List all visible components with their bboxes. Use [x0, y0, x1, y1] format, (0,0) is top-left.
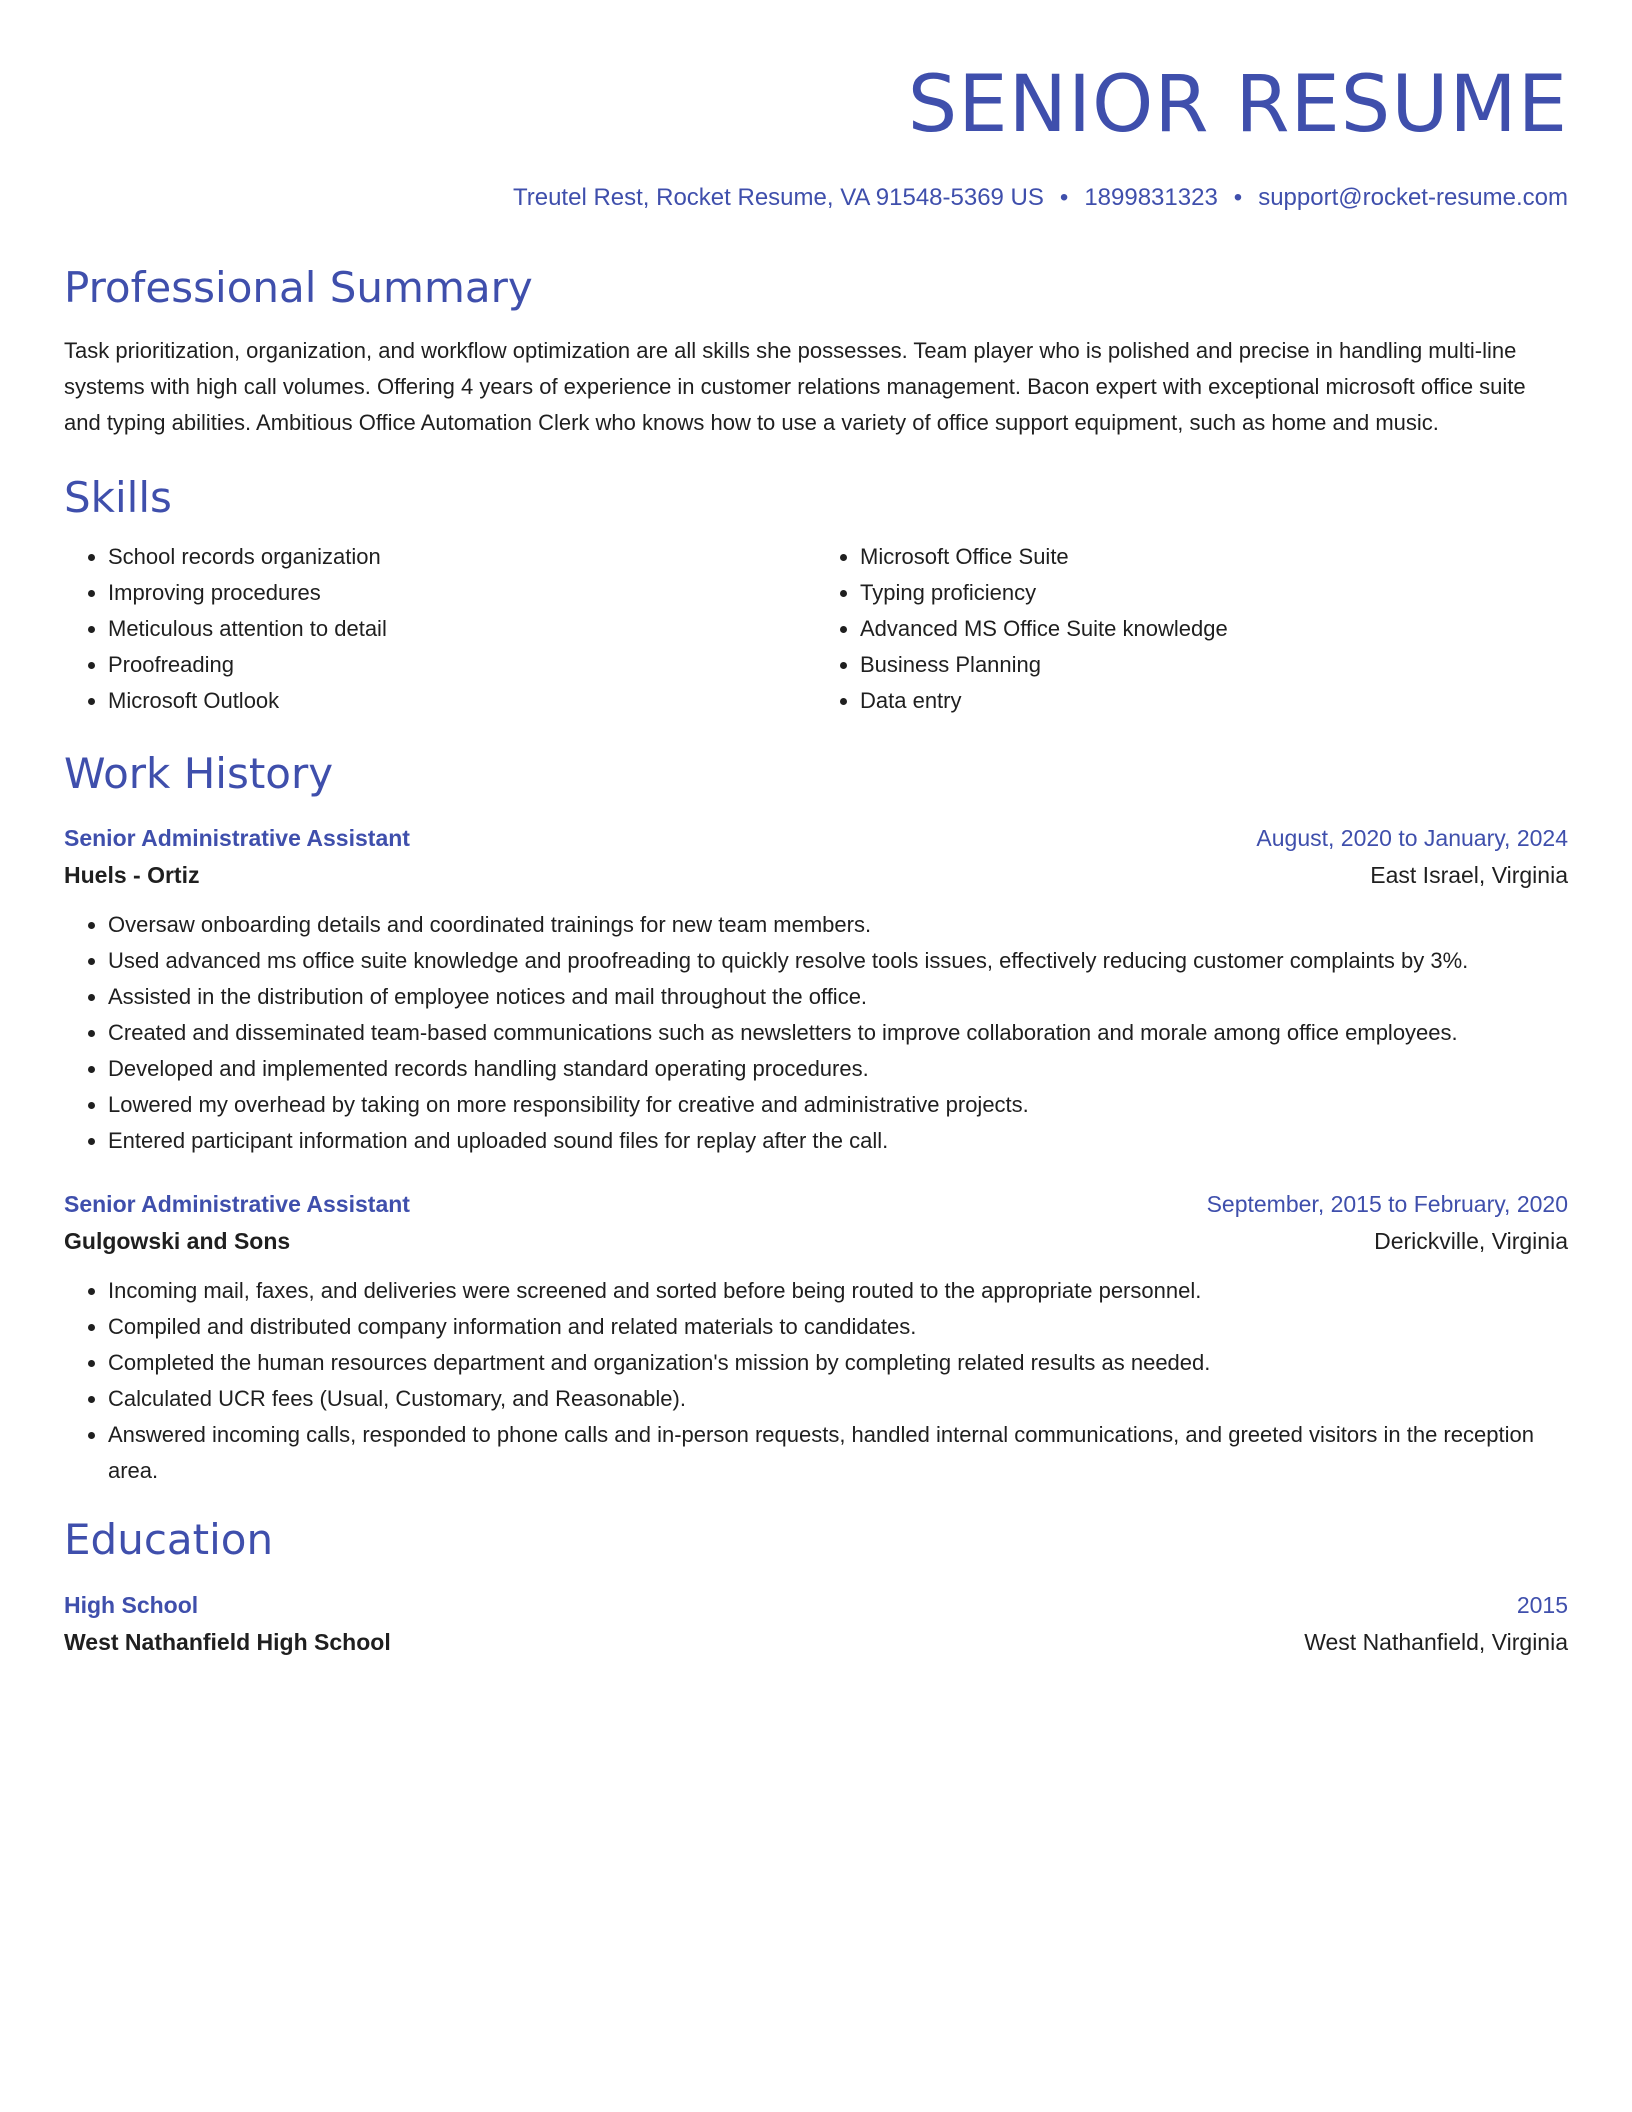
summary-text: Task prioritization, organization, and workflow optimization are all skills she possesses. Team player who is polished and precise in handling multi-line systems with high call volumes. Offering 4 years of experience in customer relations management. Bacon expert with exceptional microsoft office suite and typing abilities. Ambitious Office Automation Clerk who knows how to use a variety of office support equipment, such as home and music.: [64, 337, 1526, 435]
skill-item: • Advanced MS Office Suite knowledge: [860, 611, 1568, 647]
summary-heading: Professional Summary: [64, 262, 533, 312]
job-dates: August, 2020 to January, 2024: [1256, 825, 1568, 852]
contact-separator: •: [1059, 184, 1069, 211]
job-entry: [64, 825, 1568, 1159]
skill-item: • Meticulous attention to detail: [108, 611, 816, 647]
job-title-row: [64, 1191, 1568, 1218]
skill-item: • Business Planning: [860, 647, 1568, 683]
education-school-row: [64, 1629, 1568, 1656]
resume-name: SENIOR RESUME: [907, 60, 1568, 150]
education-degree-row: [64, 1592, 1568, 1619]
contact-email: support@rocket-resume.com: [1258, 184, 1568, 211]
skill-item: • Data entry: [860, 683, 1568, 719]
job-title: Senior Administrative Assistant: [64, 825, 410, 852]
skills-list-right: [816, 539, 1568, 719]
job-entry: [64, 1191, 1568, 1489]
duty-item: • Assisted in the distribution of employee notices and mail throughout the office.: [108, 979, 1568, 1015]
skill-item: • Microsoft Outlook: [108, 683, 816, 719]
education-heading: Education: [64, 1515, 274, 1565]
duty-item: • Entered participant information and uploaded sound files for replay after the call.: [108, 1123, 1568, 1159]
skill-item: • Microsoft Office Suite: [860, 539, 1568, 575]
school-name: West Nathanfield High School: [64, 1628, 391, 1655]
job-dates: September, 2015 to February, 2020: [1206, 1191, 1568, 1218]
school-location: West Nathanfield, Virginia: [1304, 1628, 1568, 1655]
job-company-row: [64, 862, 1568, 889]
education-entry: [64, 1592, 1568, 1656]
contact-separator: •: [1233, 184, 1243, 211]
skills-columns: [64, 539, 1568, 719]
job-duties-list: [64, 1273, 1568, 1489]
job-title: Senior Administrative Assistant: [64, 1191, 410, 1218]
company-name: Gulgowski and Sons: [64, 1228, 291, 1255]
duty-item: • Lowered my overhead by taking on more responsibility for creative and administrative projects.: [108, 1087, 1568, 1123]
skills-section: [64, 472, 1568, 719]
contact-phone: 1899831323: [1084, 184, 1218, 211]
contact-address: Treutel Rest, Rocket Resume, VA 91548-5369 US: [512, 184, 1044, 211]
skill-item: • Improving procedures: [108, 575, 816, 611]
work-history-section: [64, 751, 1568, 1489]
job-location: East Israel, Virginia: [1370, 862, 1568, 889]
duty-item: • Created and disseminated team-based communications such as newsletters to improve collaboration and morale among office employees.: [108, 1015, 1568, 1051]
summary-section: [64, 262, 1568, 441]
skills-list-left: [64, 539, 816, 719]
skills-heading: Skills: [64, 472, 172, 522]
duty-item: • Oversaw onboarding details and coordinated trainings for new team members.: [108, 907, 1568, 943]
education-section: [64, 1517, 1568, 1655]
work-history-heading: Work History: [64, 749, 334, 799]
job-title-row: [64, 825, 1568, 852]
contact-line: [64, 184, 1568, 213]
duty-item: • Used advanced ms office suite knowledge and proofreading to quickly resolve tools issues, effectively reducing customer complaints by 3%.: [108, 943, 1568, 979]
education-degree: High School: [64, 1591, 199, 1618]
duty-item: • Answered incoming calls, responded to phone calls and in-person requests, handled internal communications, and greeted visitors in the reception area.: [108, 1417, 1568, 1489]
job-duties-list: [64, 907, 1568, 1159]
duty-item: • Developed and implemented records handling standard operating procedures.: [108, 1051, 1568, 1087]
duty-item: • Compiled and distributed company information and related materials to candidates.: [108, 1309, 1568, 1345]
skill-item: • School records organization: [108, 539, 816, 575]
duty-item: • Incoming mail, faxes, and deliveries were screened and sorted before being routed to the appropriate personnel.: [108, 1273, 1568, 1309]
education-year: 2015: [1516, 1591, 1568, 1618]
skill-item: • Proofreading: [108, 647, 816, 683]
skill-item: • Typing proficiency: [860, 575, 1568, 611]
job-company-row: [64, 1228, 1568, 1255]
company-name: Huels - Ortiz: [64, 862, 200, 889]
job-location: Derickville, Virginia: [1374, 1228, 1568, 1255]
duty-item: • Completed the human resources department and organization's mission by completing related results as needed.: [108, 1345, 1568, 1381]
resume-header: [64, 60, 1568, 213]
duty-item: • Calculated UCR fees (Usual, Customary, and Reasonable).: [108, 1381, 1568, 1417]
